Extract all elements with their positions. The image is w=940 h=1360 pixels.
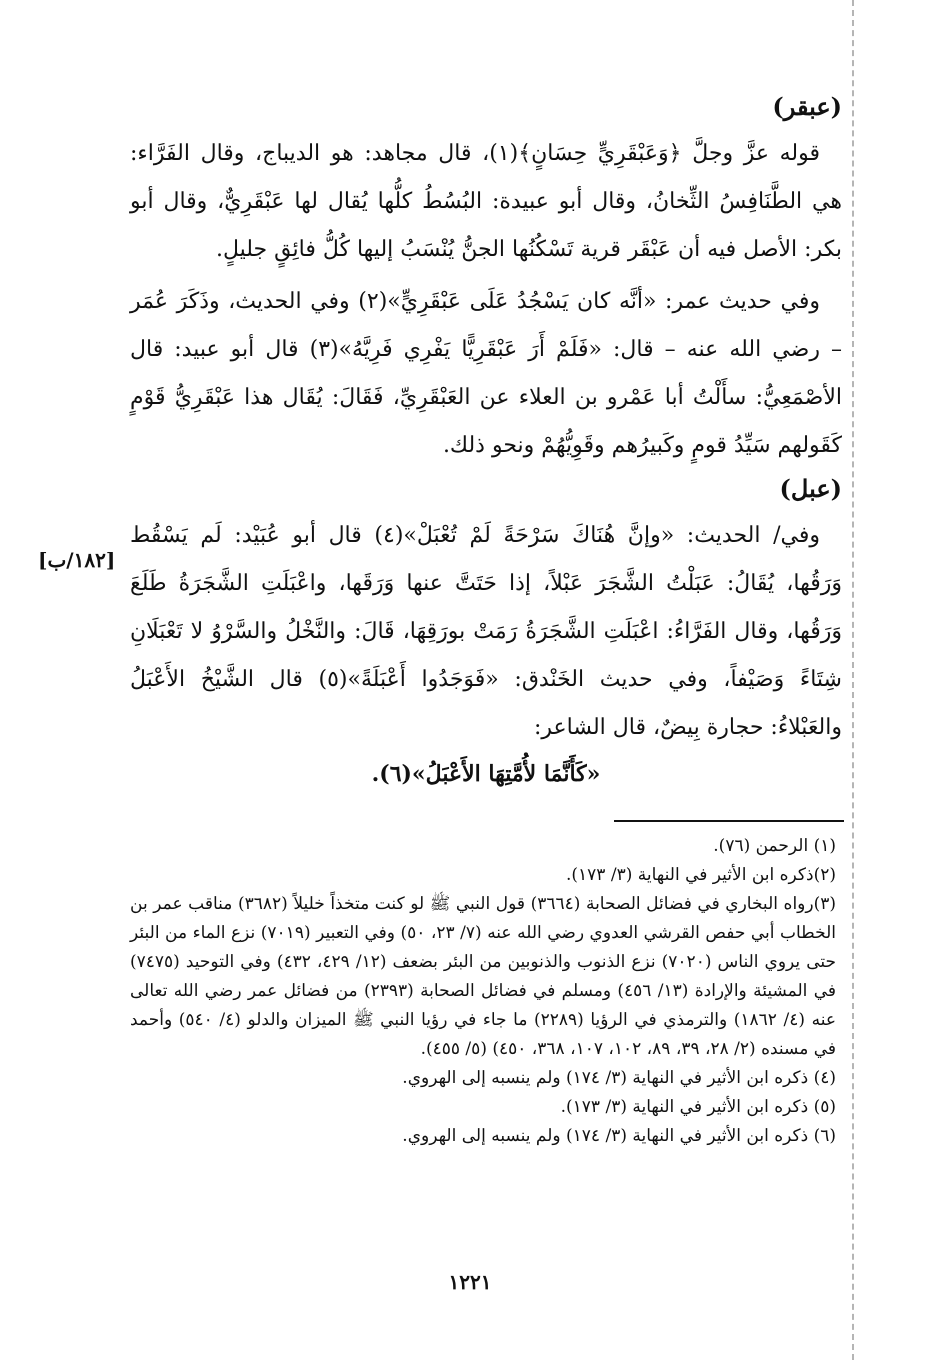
footnote-5: (٥) ذكره ابن الأثير في النهاية (٣/ ١٧٣). [560,1097,836,1117]
footnote-6: (٦) ذكره ابن الأثير في النهاية (٣/ ١٧٤) ولم ينسبه إلى الهروي. [402,1126,836,1146]
footnote-3: (٣)رواه البخاري في فضائل الصحابة (٣٦٦٤) قول النبي ﷺ لو كنت متخذاً خليلاً (٣٦٨٢) مناقب عمر بن الخطاب أبي حفص القرشي العدوي رضي الله عنه (٧/ ٢٣، ٥٠) وفي التعبير (٧٠١٩) نزع الماء من البئر حتى يروي الناس (٧٠٢٠) نزع الذنوب والذنوبين من البئر بضعف (١٢/ ٤٢٩، ٤٣٢) وفي التوحيد (٧٤٧٥) في المشيئة والإرادة (١٣/ ٤٥٦) ومسلم في فضائل الصحابة (٢٣٩٣) من فضائل عمر رضي الله تعالى عنه (٤/ ١٨٦٢) والترمذي في الرؤيا (٢٢٨٩) ما جاء في رؤيا النبي ﷺ الميزان والدلو (٤/ ٥٤٠) وأحمد في مسنده (٢/ ٢٨، ٣٩، ٨٩، ١٠٢، ١٠٧، ٣٦٨، ٤٥٠) (٥/ ٤٥٥). [130,894,837,1059]
footnote-1: (١) الرحمن (٧٦). [713,836,836,856]
poetry-verse: «كَأَنَّمَا لأُمَّتِهَا الأَعْبَلُ»(٦). [371,761,601,787]
footnote-2: (٢)ذكره ابن الأثير في النهاية (٣/ ١٧٣). [566,865,836,885]
paragraph-abqar-1: قوله عزَّ وجلَّ ﴿وَعَبْقَرِيٍّ حِسَانٍ﴾(١)، قال مجاهد: هو الديباج، وقال الفَرَّاء: هي الطَّنَافِسُ الثِّخانُ، وقال أبو عبيدة: البُسُطُ كلُّها يُقال لها عَبْقَرِيٌّ، وقال أبو بكر: الأصل فيه أن عَبْقَر قرية تَسْكُنُها الجنُّ يُنْسَبُ إليها كُلُّ فائِقٍ جليلٍ. [130,141,842,262]
page-number: ١٢٢١ [448,1270,492,1294]
footnotes [130,832,842,1151]
page-body [130,88,842,802]
footnote-separator [614,820,844,822]
footnote-4: (٤) ذكره ابن الأثير في النهاية (٣/ ١٧٤) ولم ينسبه إلى الهروي. [402,1068,836,1088]
paragraph-abqar-2: وفي حديث عمر: «أنَّه كان يَسْجُدُ عَلَى عَبْقَرِيٍّ»(٢) وفي الحديث، وذَكَرَ عُمَر – رضي الله عنه – قال: «فَلَمْ أَرَ عَبْقَرِيًّا يَفْرِي فَرِيَّهُ»(٣) قال أبو عبيد: قال الأصْمَعِيُّ: سأَلْتُ أبا عَمْرو بن العلاء عن العَبْقَرِيِّ، فَقَالَ: يُقَال هذا عَبْقَرِيُّ قَوْمٍ كَقَولهم سَيِّدُ قومٍ وكَبيرُهم وقَوِيُّهُمْ ونحو ذلك. [130,289,842,458]
binding-margin-line [852,0,854,1360]
manuscript-folio-marker: [١٨٢/ب] [38,548,116,572]
paragraph-abl-1: وفي/ الحديث: «وإنَّ هُنَاكَ سَرْحَةً لَمْ تُعْبَلْ»(٤) قال أبو عُبَيْد: لَم يَسْقُط وَرَقُها، يُقَالُ: عَبَلْتُ الشَّجَرَ عَبْلاً، إذا حَتَتَّ عنها وَرَقَها، واعْبَلَتِ الشَّجَرَةُ طَلَعَ وَرَقُها، وقال الفَرَّاءُ: اعْبَلَتِ الشَّجَرَةُ رَمَتْ بورَقِهَا، قَالَ: والنَّخْلُ والسَّرْوُ لا تَعْبَلَانِ شِتَاءً وَصَيْفاً، وفي حديث الخَنْدق: «فَوَجَدُوا أَعْبَلَةً»(٥) قال الشَّيْخُ الأَعْبَلُ والعَبْلاءُ: حجارة بِيضٌ، قال الشاعر: [130,523,842,740]
entry-heading-abqar: (عبقر) [772,92,842,121]
entry-heading-abl: (عبل) [779,474,842,503]
